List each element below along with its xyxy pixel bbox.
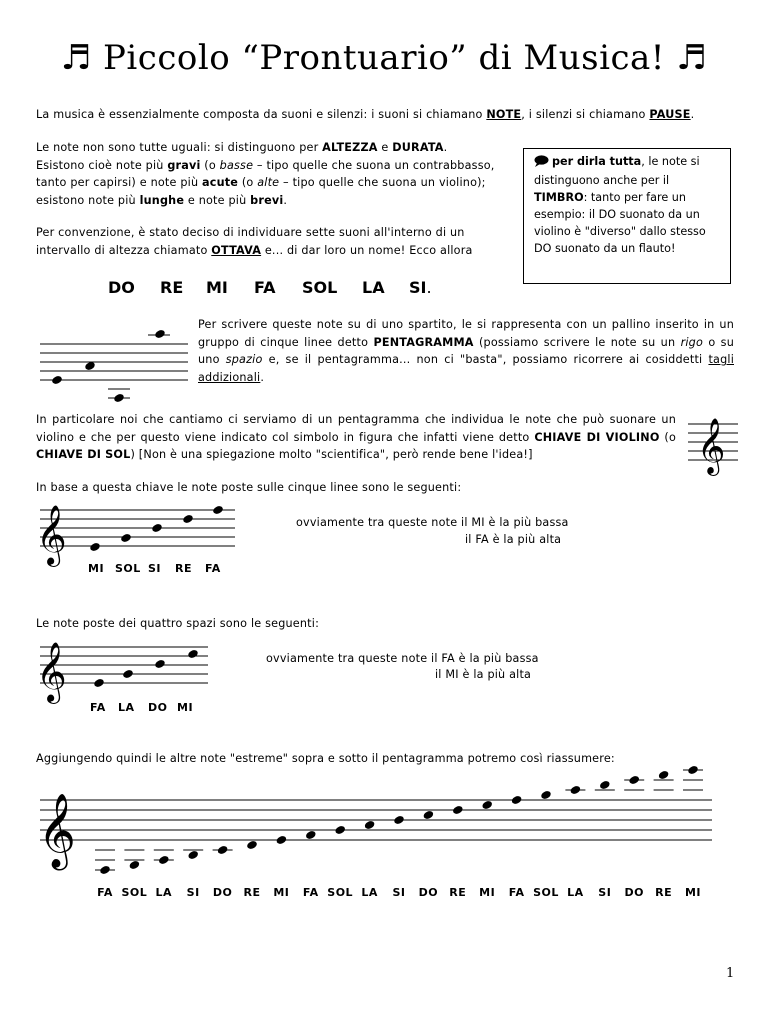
note-label: RE xyxy=(243,886,261,899)
para-line: esistono note più lunghe e note più brevi. xyxy=(36,193,288,207)
note-name: DO xyxy=(108,278,135,297)
term-gravi: gravi xyxy=(167,158,201,172)
note-label: DO xyxy=(624,886,644,899)
box-bold-text: per dirla tutta xyxy=(552,155,642,168)
note-head xyxy=(217,845,229,856)
svg-text:𝄞: 𝄞 xyxy=(36,642,67,702)
note-label: MI xyxy=(479,886,496,899)
note-label: LA xyxy=(155,886,173,899)
para-line: Le note non sono tutte uguali: si distinguono per ALTEZZA e DURATA. xyxy=(36,141,448,154)
page-number: 1 xyxy=(726,966,735,981)
note-label: DO xyxy=(212,886,233,899)
term-spazio: spazio xyxy=(225,353,263,366)
spaces-comment: il MI è la più alta xyxy=(435,668,532,681)
note-label: MI xyxy=(177,701,194,714)
lines-comment: ovviamente tra queste note il MI è la più bassa xyxy=(296,516,569,529)
term-rigo: rigo xyxy=(680,335,704,349)
note-label: FA xyxy=(205,562,221,575)
note-label: SI xyxy=(148,562,162,575)
svg-text:𝄞: 𝄞 xyxy=(36,505,67,565)
note-label: DO xyxy=(418,886,439,899)
note-head xyxy=(481,800,493,811)
term-lunghe: lunghe xyxy=(139,193,185,207)
note-label: MI xyxy=(273,886,290,899)
note-label: RE xyxy=(175,562,192,575)
note-label: SOL xyxy=(327,886,354,899)
intro-text: La musica è essenzialmente composta da suoni e silenzi: i suoni si chiamano xyxy=(36,108,487,121)
note-label: RE xyxy=(449,886,467,899)
note-head xyxy=(246,840,258,851)
term-chiave-violino: CHIAVE DI VIOLINO xyxy=(534,430,660,444)
note-label: SI xyxy=(186,886,200,899)
note-label: LA xyxy=(118,701,135,714)
term-note: NOTE xyxy=(486,108,522,121)
svg-text:𝄞: 𝄞 xyxy=(38,794,76,868)
term-chiave-sol: CHIAVE DI SOL xyxy=(36,448,131,461)
term-pause: PAUSE xyxy=(649,108,691,121)
note-head xyxy=(599,780,611,791)
note-head xyxy=(658,770,670,781)
term-ottava: OTTAVA xyxy=(211,243,262,257)
term-pentagramma: PENTAGRAMMA xyxy=(373,335,474,349)
note-label: SOL xyxy=(533,886,559,899)
page-title: ♬ Piccolo “Prontuario” di Musica! ♬ xyxy=(60,38,708,78)
term-altezza: ALTEZZA xyxy=(322,141,378,154)
note-head xyxy=(128,860,140,871)
note-label: SI xyxy=(392,886,406,899)
note-label: FA xyxy=(302,886,319,899)
box-text: , le note si distinguono anche per il xyxy=(534,155,700,187)
note-name: LA xyxy=(362,278,385,297)
note-head xyxy=(158,855,170,866)
note-label: SI xyxy=(598,886,612,899)
term-acute: acute xyxy=(202,176,239,189)
term-brevi: brevi xyxy=(250,193,284,207)
note-label: LA xyxy=(567,886,584,899)
para-line: Esistono cioè note più gravi (o basse – tipo quelle che suona un contrabbasso, xyxy=(36,158,495,172)
chiave-paragraph: In particolare noi che cantiamo ci serviamo di un pentagramma che individua le note che può suonare un violino e che per questo viene indicato col simbolo in figura che infatti viene detto CHIAVE DI VIOLINO (o CHIAVE DI SOL) [Non è una spiegazione molto "scientifica", però rende bene l'idea!] xyxy=(36,413,676,461)
term-alte: alte xyxy=(257,176,280,189)
note-label: LA xyxy=(361,886,378,899)
note-head xyxy=(275,835,287,846)
note-head xyxy=(452,805,464,816)
intro-text: , i silenzi si chiamano xyxy=(521,108,650,121)
pentagramma-paragraph: Per scrivere queste note su di uno spartito, le si rappresenta con un pallino inserito in un gruppo di cinque linee detto PENTAGRAMMA (possiamo scrivere le note su un rigo o su uno spazio e, se il pentagramma... non ci "basta", possiamo ricorrere ai cosiddetti tagli addizionali. xyxy=(198,318,734,384)
note-label: MI xyxy=(88,562,105,575)
note-label: FA xyxy=(97,886,113,899)
note-head xyxy=(569,785,581,796)
note-label: SOL xyxy=(115,562,141,575)
note-name: RE xyxy=(160,278,184,297)
intro-text: . xyxy=(690,108,695,121)
note-label: DO xyxy=(148,701,168,714)
note-head xyxy=(687,765,699,776)
term-durata: DURATA xyxy=(392,141,444,154)
lines-comment: il FA è la più alta xyxy=(465,533,562,546)
note-label: RE xyxy=(655,886,673,899)
note-label: MI xyxy=(684,886,702,899)
svg-text:𝄞: 𝄞 xyxy=(697,418,726,474)
note-head xyxy=(187,850,199,861)
note-name: SOL xyxy=(302,278,338,297)
note-head xyxy=(305,830,317,841)
spaces-intro: Le note poste dei quattro spazi sono le seguenti: xyxy=(36,617,320,630)
note-name: FA xyxy=(254,278,276,297)
note-head xyxy=(334,825,346,836)
term-tagli-addizionali: tagli addizionali xyxy=(198,353,734,384)
para-line: intervallo di altezza chiamato OTTAVA e... di dar loro un nome! Ecco allora xyxy=(36,243,473,257)
note-name: SI xyxy=(409,278,427,297)
box-text: : tanto per fare un esempio: il DO suonato da un violino è "diverso" dallo stesso DO suonato da un flauto! xyxy=(534,191,706,255)
para-line: Per convenzione, è stato deciso di individuare sette suoni all'interno di un xyxy=(36,226,465,239)
note-head xyxy=(422,810,434,821)
note-label: FA xyxy=(508,886,525,899)
term-basse: basse xyxy=(219,158,254,172)
spaces-comment: ovviamente tra queste note il FA è la più bassa xyxy=(266,652,539,665)
note-label: FA xyxy=(90,701,106,714)
summary-intro: Aggiungendo quindi le altre note "estreme" sopra e sotto il pentagramma potremo così riassumere: xyxy=(36,752,615,765)
note-head xyxy=(364,820,376,831)
note-head xyxy=(99,865,111,876)
note-name: MI xyxy=(206,278,228,297)
note-name: . xyxy=(426,278,432,297)
lines-intro: In base a questa chiave le note poste sulle cinque linee sono le seguenti: xyxy=(36,481,462,494)
note-head xyxy=(511,795,523,806)
note-label: SOL xyxy=(121,886,148,899)
note-head xyxy=(540,790,552,801)
note-head xyxy=(393,815,405,826)
summary-note-labels xyxy=(0,886,768,902)
term-timbro: TIMBRO xyxy=(534,191,584,204)
note-head xyxy=(628,775,640,786)
para-line: tanto per capirsi) e note più acute (o alte – tipo quelle che suona un violino); xyxy=(36,176,486,189)
